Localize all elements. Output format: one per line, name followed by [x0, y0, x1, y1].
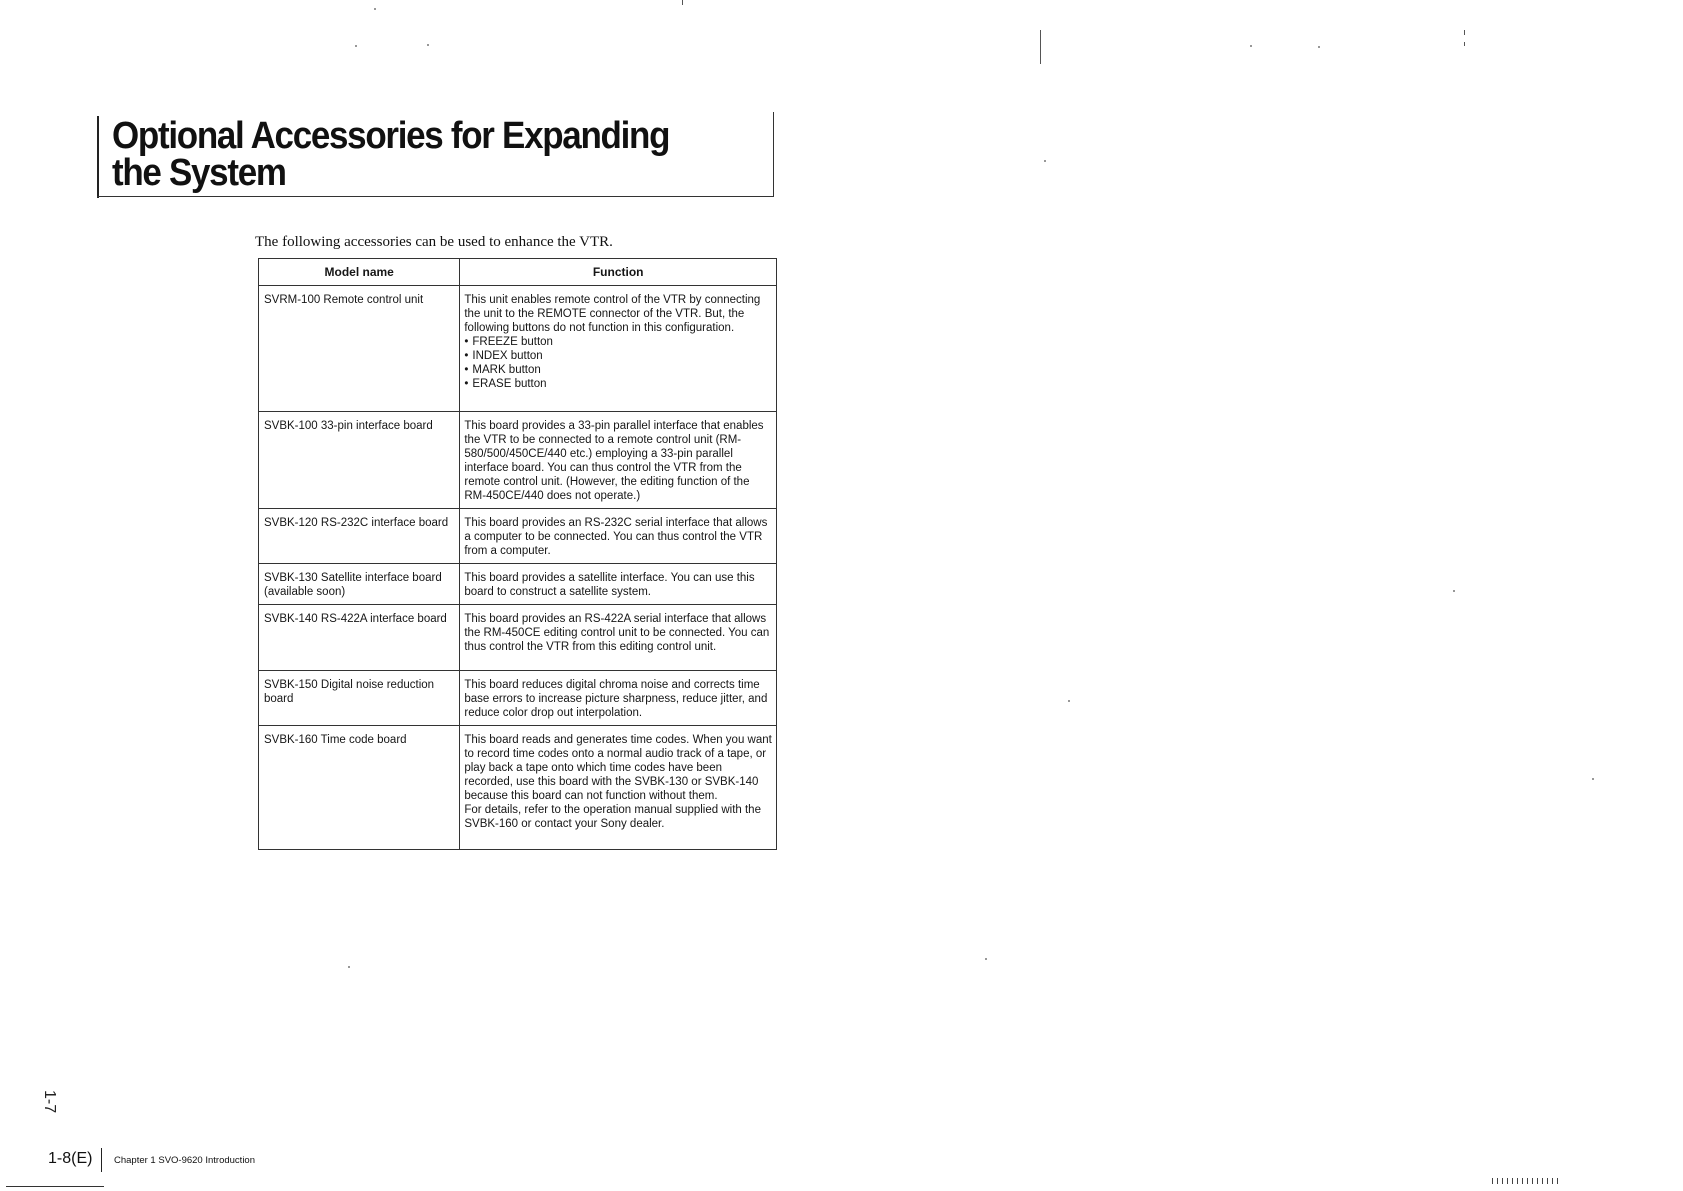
- scan-mark: [985, 958, 987, 960]
- scan-mark: [355, 45, 357, 47]
- table-row: [259, 605, 777, 671]
- list-item: • INDEX button: [464, 349, 773, 363]
- bottom-rule: [6, 1186, 104, 1187]
- button-list: [464, 335, 773, 391]
- function-text: This unit enables remote control of the VTR by connecting the unit to the REMOTE connector of the VTR. But, the following buttons do not function in this configuration.: [464, 294, 761, 334]
- header-model-name: Model name: [259, 259, 460, 286]
- function-note: For details, refer to the operation manual supplied with the SVBK-160 or contact your Sony dealer.: [464, 804, 761, 830]
- table-row: [259, 412, 777, 509]
- model-cell: SVRM-100 Remote control unit: [259, 286, 460, 412]
- scan-mark: [1040, 30, 1041, 64]
- chapter-label: Chapter 1 SVO-9620 Introduction: [114, 1155, 256, 1166]
- header-function: Function: [460, 259, 777, 286]
- scan-mark: [374, 8, 376, 10]
- scan-mark: [1068, 700, 1070, 702]
- table-header-row: [259, 259, 777, 286]
- model-cell: SVBK-140 RS-422A interface board: [259, 605, 460, 671]
- table-row: [259, 564, 777, 605]
- side-page-marker: 1-7: [41, 1090, 58, 1114]
- function-cell: [460, 726, 777, 850]
- list-item: • MARK button: [464, 363, 773, 377]
- function-text: This board reads and generates time codes. When you want to record time codes onto a normal audio track of a tape, or play back a tape onto which time codes have been recorded, use this board with the SVBK-130 or SVBK-140 because this board can not function without them.: [464, 734, 772, 802]
- function-cell: [460, 286, 777, 412]
- scan-mark: [1592, 778, 1594, 780]
- function-cell: This board provides a satellite interface. You can use this board to construct a satellite system.: [460, 564, 777, 605]
- intro-text: The following accessories can be used to enhance the VTR.: [255, 234, 613, 250]
- model-cell: SVBK-160 Time code board: [259, 726, 460, 850]
- model-cell: SVBK-130 Satellite interface board (available soon): [259, 564, 460, 605]
- list-item: • FREEZE button: [464, 335, 773, 349]
- scan-mark: [1250, 45, 1252, 47]
- model-cell: SVBK-100 33-pin interface board: [259, 412, 460, 509]
- page-title: Optional Accessories for Expanding the System: [112, 115, 670, 194]
- model-cell: SVBK-120 RS-232C interface board: [259, 509, 460, 564]
- function-cell: This board provides an RS-232C serial interface that allows a computer to be connected. You can thus control the VTR from a computer.: [460, 509, 777, 564]
- accessories-table: [258, 258, 777, 850]
- scan-mark: [1044, 160, 1046, 162]
- footer-separator: [101, 1148, 102, 1172]
- table-row: [259, 509, 777, 564]
- function-cell: This board reduces digital chroma noise and corrects time base errors to increase picture sharpness, reduce jitter, and reduce color drop out interpolation.: [460, 671, 777, 726]
- function-cell: This board provides an RS-422A serial interface that allows the RM-450CE editing control unit to be connected. You can thus control the VTR from this editing control unit.: [460, 605, 777, 671]
- scan-mark: [1464, 42, 1465, 46]
- scan-mark: [348, 966, 350, 968]
- model-cell: SVBK-150 Digital noise reduction board: [259, 671, 460, 726]
- scan-mark: [1453, 590, 1455, 592]
- list-item: • ERASE button: [464, 377, 773, 391]
- page-number: 1-8(E): [48, 1150, 93, 1167]
- scan-mark: [1318, 46, 1320, 48]
- scan-mark: [682, 0, 683, 5]
- scan-tick-marks: [1492, 1178, 1558, 1184]
- scan-mark: [1464, 30, 1465, 35]
- function-cell: This board provides a 33-pin parallel interface that enables the VTR to be connected to a remote control unit (RM-580/500/450CE/440 etc.) employing a 33-pin parallel interface board. You can thus control the VTR from the remote control unit. (However, the editing function of the RM-450CE/440 does not operate.): [460, 412, 777, 509]
- table-row: [259, 286, 777, 412]
- table-row: [259, 671, 777, 726]
- scan-mark: [427, 44, 429, 46]
- table-row: [259, 726, 777, 850]
